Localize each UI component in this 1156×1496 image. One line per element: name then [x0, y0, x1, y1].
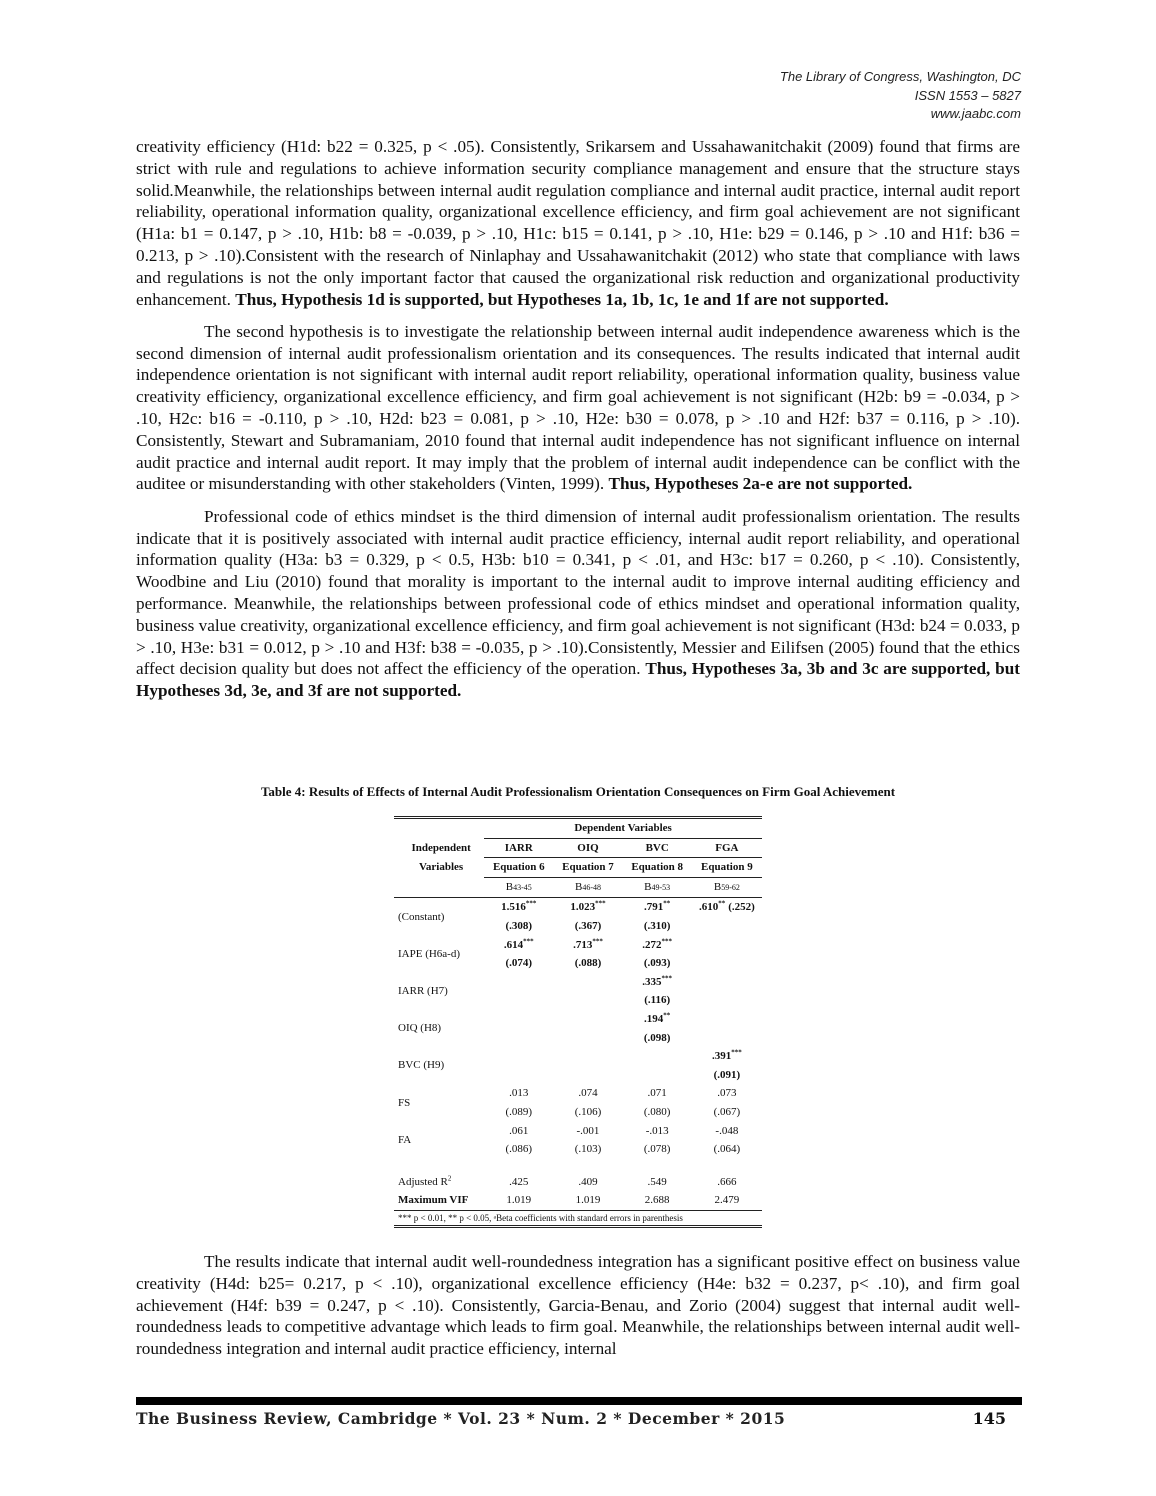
row-label: IAPE (H6a-d) [398, 947, 461, 960]
header-line-issn: ISSN 1553 – 5827 [914, 87, 1021, 103]
coefficient-cell: .391*** [712, 1048, 742, 1063]
adjusted-r2-row [394, 1173, 762, 1192]
standard-error-cell: (.074) [505, 957, 533, 970]
column-header: OIQ [553, 838, 622, 858]
paragraph-h3-results [136, 506, 1020, 702]
adjusted-r2-value: .549 [647, 1175, 667, 1188]
coefficient-cell [553, 1047, 622, 1066]
standard-error-cell [623, 1066, 692, 1085]
coefficient-cell: .061 [509, 1124, 529, 1137]
coefficient-cell [692, 1010, 762, 1029]
standard-error-cell: (.089) [505, 1105, 533, 1118]
results-table [394, 816, 762, 1228]
column-header: BVC [623, 838, 692, 858]
standard-error-cell: (.064) [713, 1143, 741, 1156]
main-body [136, 136, 1020, 702]
table-row [394, 1010, 762, 1029]
standard-error-cell: (.367) [574, 919, 602, 932]
max-vif-value: 1.019 [553, 1191, 622, 1210]
coefficient-cell: .272*** [642, 936, 673, 951]
table-note: *** p < 0.01, ** p < 0.05, ᵃBeta coefficients with standard errors in parenthesis [394, 1210, 762, 1226]
paragraph-conclusion: Thus, Hypotheses 2a-e are not supported. [608, 474, 913, 494]
standard-error-cell: (.093) [643, 957, 671, 970]
standard-error-cell: (.088) [574, 957, 602, 970]
standard-error-cell [553, 1029, 622, 1048]
coefficient-cell: .073 [717, 1087, 737, 1100]
row-label: FA [398, 1133, 412, 1146]
standard-error-cell: (.310) [643, 919, 671, 932]
coefficient-cell [484, 973, 553, 992]
adjusted-r2-label: Adjusted $R^2$ [398, 1174, 452, 1188]
row-label: BVC (H9) [398, 1059, 445, 1072]
coefficient-cell [692, 973, 762, 992]
coefficient-cell [623, 1047, 692, 1066]
paragraph-text: The second hypothesis is to investigate the relationship between internal audit independence awareness which is the second dimension of internal audit professionalism orientation and its consequences. The results indicated that internal audit independence orientation is not significant with internal audit report reliability, operational information quality, business value creativity efficiency, organizational excellence efficiency, and firm goal achievement is not significant (H2b: b9 = -0.034, p > .10, H2c: b16 = -0.110, p > .10, H2d: b23 = 0.081, p > .10, H2e: b30 = 0.078, p > .10 and H2f: b37 = 0.116, p > .10). Consistently, Stewart and Subramaniam, 2010 found that internal audit independence has not significant influence on internal audit practice and internal audit report. It may imply that the problem of internal audit independence can be conflict with the auditee or misunderstanding with other stakeholders (Vinten, 1999). [136, 321, 1020, 494]
coefficient-cell [553, 1010, 622, 1029]
row-label: FS [398, 1096, 411, 1109]
standard-error-cell: (.067) [713, 1105, 741, 1118]
table-caption: Table 4: Results of Effects of Internal Audit Professionalism Orientation Consequences on Firm Goal Achievement [260, 784, 896, 799]
footer-rule [136, 1397, 1022, 1405]
table-row [394, 1047, 762, 1066]
column-header: IARR [484, 838, 553, 858]
table-row [394, 936, 762, 955]
coefficient-cell: 1.023*** [570, 899, 606, 914]
row-label: IARR (H7) [398, 985, 448, 998]
max-vif-row [394, 1191, 762, 1210]
coefficient-cell: -.001 [576, 1124, 600, 1137]
independent-header-2: Variables [418, 861, 464, 874]
header-line-website: www.jaabc.com [930, 106, 1021, 121]
adjusted-r2-value: .425 [509, 1175, 529, 1188]
journal-footer: The Business Review, Cambridge * Vol. 23 * Num. 2 * December * 2015 [136, 1409, 786, 1428]
standard-error-cell [692, 1029, 762, 1048]
table-row [394, 1084, 762, 1103]
equation-label: Equation 8 [623, 858, 692, 878]
coefficient-cell: 1.516*** [501, 899, 537, 914]
coefficient-cell: .194** [644, 1011, 671, 1025]
paragraph-h4-results: The results indicate that internal audit well-roundedness integration has a significant positive effect on business value creativity (H4d: b25= 0.217, p < .10), organizational excellence efficiency (H4e: b32 = 0.237, p< .10), and firm goal achievement (H4f: b39 = 0.247, p < .10). Consistently, Garcia-Benau, and Zorio (2004) suggest that internal audit well-roundedness leads to competitive advantage which leads to firm goal. Meanwhile, the relationships between internal audit well-roundedness integration and internal audit practice efficiency, internal [136, 1252, 1020, 1359]
table-row [394, 898, 762, 917]
coefficient-cell: .614*** [503, 936, 534, 951]
paragraph-conclusion: Thus, Hypothesis 1d is supported, but Hypotheses 1a, 1b, 1c, 1e and 1f are not supported. [235, 289, 889, 309]
independent-header-1: Independent [411, 841, 471, 854]
table-beta-row [394, 877, 762, 898]
standard-error-cell [692, 991, 762, 1010]
column-header: FGA [692, 838, 762, 858]
table-row [394, 1122, 762, 1141]
table-row [394, 973, 762, 992]
row-label: (Constant) [398, 910, 445, 923]
standard-error-cell: (.086) [505, 1143, 533, 1156]
standard-error-cell [484, 1029, 553, 1048]
max-vif-value: 2.688 [623, 1191, 692, 1210]
adjusted-r2-value: .409 [578, 1175, 598, 1188]
max-vif-value: 1.019 [484, 1191, 553, 1210]
page-number: 145 [972, 1409, 1006, 1428]
standard-error-cell: (.116) [644, 994, 671, 1007]
coefficient-cell [484, 1047, 553, 1066]
coefficient-cell: .791** [644, 899, 671, 914]
beta-label: B46-48 [553, 877, 622, 898]
standard-error-cell [553, 991, 622, 1010]
equation-label: Equation 7 [553, 858, 622, 878]
paragraph-text: Professional code of ethics mindset is the third dimension of internal audit professionalism orientation. The results indicate that it is positively associated with internal audit practice efficiency, internal audit report reliability, and operational information quality (H3a: b3 = 0.329, p < 0.5, H3b: b10 = 0.341, p < .01, and H3c: b17 = 0.260, p < .10). Consistently, Woodbine and Liu (2010) found that morality is important to the internal audit to improve internal auditing efficiency and performance. Meanwhile, the relationships between professional code of ethics mindset and operational information quality, business value creativity, organizational excellence efficiency, and firm goal achievement is not significant (H3d: b24 = 0.033, p > .10, H3e: b31 = 0.012, p > .10 and H3f: b38 = -0.035, p > .10).Consistently, Messier and Eilifsen (2005) found that the ethics affect decision quality but does not affect the efficiency of the operation. [136, 506, 1020, 679]
coefficient-cell [553, 973, 622, 992]
beta-label: B43-45 [484, 877, 553, 898]
standard-error-cell: (.091) [713, 1068, 741, 1081]
standard-error-cell: (.103) [574, 1143, 602, 1156]
coefficient-cell: -.013 [645, 1124, 669, 1137]
standard-error-cell: (.098) [643, 1031, 671, 1044]
adjusted-r2-value: .666 [717, 1175, 737, 1188]
paragraph-text: creativity efficiency (H1d: b22 = 0.325, p < .05). Consistently, Srikarsem and Ussahawanitchakit (2009) found that firms are strict with rule and regulations to achieve information security compliance management and ensure that the structure stays solid.Meanwhile, the relationships between internal audit regulation compliance and internal audit practice, internal audit report reliability, operational information quality, organizational excellence efficiency, and firm goal achievement are not significant (H1a: b1 = 0.147, p > .10, H1b: b8 = -0.039, p > .10, H1c: b15 = 0.141, p > .10, H1e: b29 = 0.146, p > .10 and H1f: b36 = 0.213, p > .10).Consistent with the research of Ninlaphay and Ussahawanitchakit (2012) who state that compliance with laws and regulations is not the only important factor that caused the organizational risk reduction and organizational productivity enhancement. [136, 137, 1020, 309]
coefficient-cell: .074 [578, 1087, 598, 1100]
standard-error-cell: (.078) [643, 1143, 671, 1156]
header-line-library: The Library of Congress, Washington, DC [779, 69, 1021, 84]
equation-label: Equation 6 [484, 858, 553, 878]
dependent-variables-header: Dependent Variables [484, 818, 762, 839]
beta-label: B59-62 [692, 877, 762, 898]
coefficient-cell: .071 [647, 1087, 667, 1100]
standard-error-cell [484, 991, 553, 1010]
standard-error-cell [553, 1066, 622, 1085]
paragraph-conclusion: Thus, Hypotheses 3a, 3b and 3c are supported, but Hypotheses 3d, 3e, and 3f are not supported. [136, 659, 1020, 701]
standard-error-cell [484, 1066, 553, 1085]
coefficient-cell [484, 1010, 553, 1029]
paragraph-h1-results [136, 136, 1020, 310]
max-vif-label: Maximum VIF [394, 1191, 484, 1210]
coefficient-cell: .610** (.252) [698, 899, 755, 914]
running-header [780, 68, 1021, 124]
table-header-row [394, 818, 762, 839]
standard-error-cell [692, 917, 762, 936]
row-label: OIQ (H8) [398, 1022, 442, 1035]
coefficient-cell: .013 [509, 1087, 529, 1100]
table-note-row [394, 1210, 762, 1226]
standard-error-cell: (.106) [574, 1105, 602, 1118]
table-column-row [394, 838, 762, 858]
coefficient-cell: -.048 [715, 1124, 739, 1137]
table-equation-row [394, 858, 762, 878]
standard-error-cell [692, 954, 762, 973]
body-continued [136, 1251, 1020, 1360]
coefficient-cell: .713*** [573, 936, 603, 951]
standard-error-cell: (.308) [505, 919, 533, 932]
coefficient-cell: .335*** [642, 974, 673, 988]
beta-label: B49-53 [623, 877, 692, 898]
paragraph-h2-results [136, 321, 1020, 495]
standard-error-cell: (.080) [643, 1105, 671, 1118]
max-vif-value: 2.479 [692, 1191, 762, 1210]
equation-label: Equation 9 [692, 858, 762, 878]
coefficient-cell [692, 936, 762, 955]
